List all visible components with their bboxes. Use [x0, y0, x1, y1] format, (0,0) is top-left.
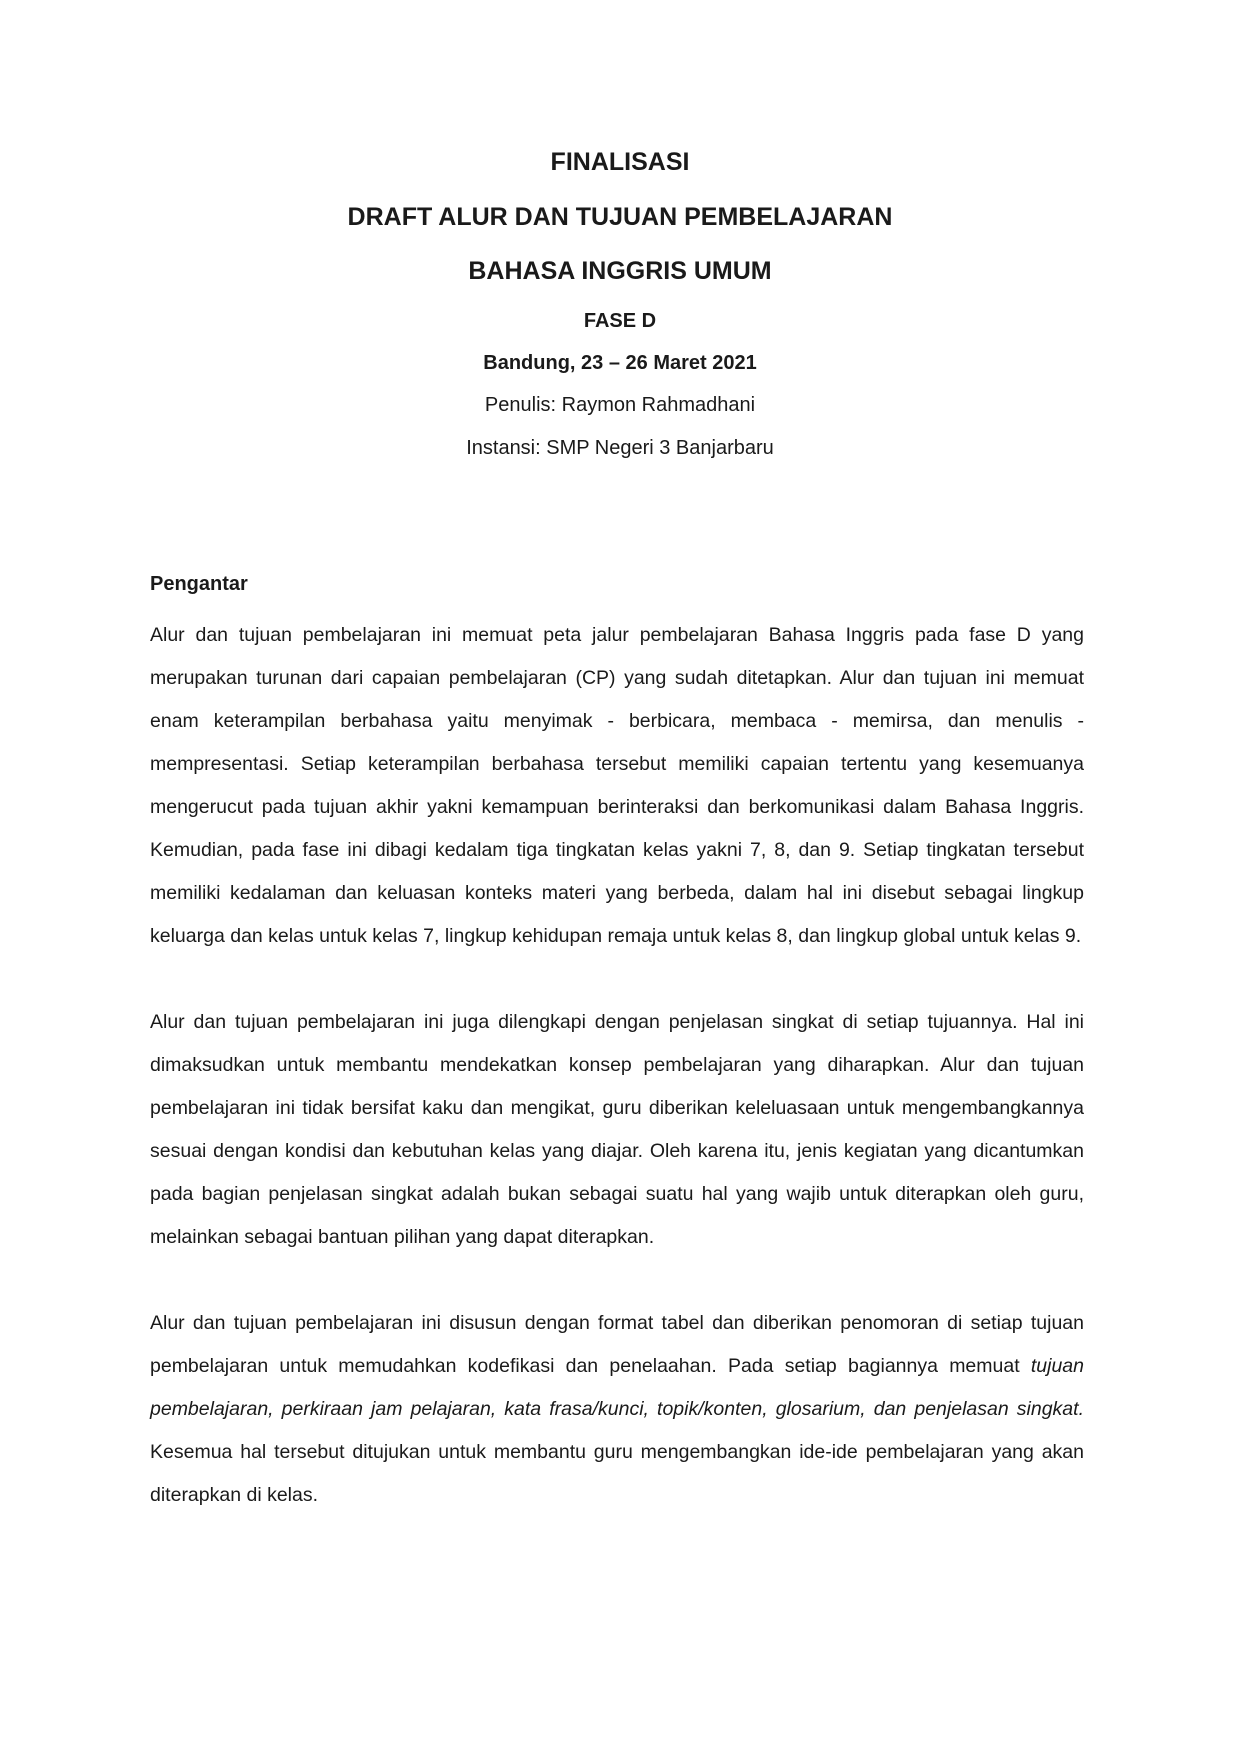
paragraph-2: Alur dan tujuan pembelajaran ini juga dilengkapi dengan penjelasan singkat di setiap tujuannya. Hal ini dimaksudkan untuk membantu mendekatkan konsep pembelajaran yang diharapkan. Alur dan tujuan pembelajaran ini tidak bersifat kaku dan mengikat, guru diberikan keleluasaan untuk mengembangkannya sesuai dengan kondisi dan kebutuhan kelas yang diajar. Oleh karena itu, jenis kegiatan yang dicantumkan pada bagian penjelasan singkat adalah bukan sebagai suatu hal yang wajib untuk diterapkan oleh guru, melainkan sebagai bantuan pilihan yang dapat diterapkan.: [150, 1011, 1084, 1248]
paragraph-3-end: Kesemua hal tersebut ditujukan untuk membantu guru mengembangkan ide-ide pembelajaran yang akan diterapkan di kelas.: [150, 1441, 1084, 1506]
title-subject: BAHASA INGGRIS UMUM: [468, 257, 772, 285]
title-draft: DRAFT ALUR DAN TUJUAN PEMBELAJARAN: [347, 203, 893, 231]
title-finalisasi: FINALISASI: [550, 148, 690, 176]
intro-section: [150, 572, 1084, 1517]
document-header: [0, 148, 1240, 460]
place-date: Bandung, 23 – 26 Maret 2021: [483, 352, 757, 374]
paragraph-3-start: Alur dan tujuan pembelajaran ini disusun dengan format tabel dan diberikan penomoran di setiap tujuan pembelajaran untuk memudahkan kodefikasi dan penelaahan. Pada setiap bagiannya memuat: [150, 1312, 1084, 1377]
paragraph-3: [150, 1302, 1084, 1517]
paragraph-1: Alur dan tujuan pembelajaran ini memuat peta jalur pembelajaran Bahasa Inggris pada fase D yang merupakan turunan dari capaian pembelajaran (CP) yang sudah ditetapkan. Alur dan tujuan ini memuat enam keterampilan berbahasa yaitu menyimak - berbicara, membaca - memirsa, dan menulis - mempresentasi. Setiap keterampilan berbahasa tersebut memiliki capaian tertentu yang kesemuanya mengerucut pada tujuan akhir yakni kemampuan berinteraksi dan berkomunikasi dalam Bahasa Inggris. Kemudian, pada fase ini dibagi kedalam tiga tingkatan kelas yakni 7, 8, dan 9. Setiap tingkatan tersebut memiliki kedalaman dan keluasan konteks materi yang berbeda, dalam hal ini disebut sebagai lingkup keluarga dan kelas untuk kelas 7, lingkup kehidupan remaja untuk kelas 8, dan lingkup global untuk kelas 9.: [150, 624, 1084, 947]
phase-label: FASE D: [583, 310, 657, 332]
institution-line: Instansi: SMP Negeri 3 Banjarbaru: [466, 437, 774, 459]
paragraph-3-italic: tujuan pembelajaran, perkiraan jam pelajaran, kata frasa/kunci, topik/konten, glosarium, dan penjelasan singkat.: [150, 1355, 1084, 1420]
section-heading: Pengantar: [150, 573, 248, 595]
writer-line: Penulis: Raymon Rahmadhani: [484, 394, 756, 416]
